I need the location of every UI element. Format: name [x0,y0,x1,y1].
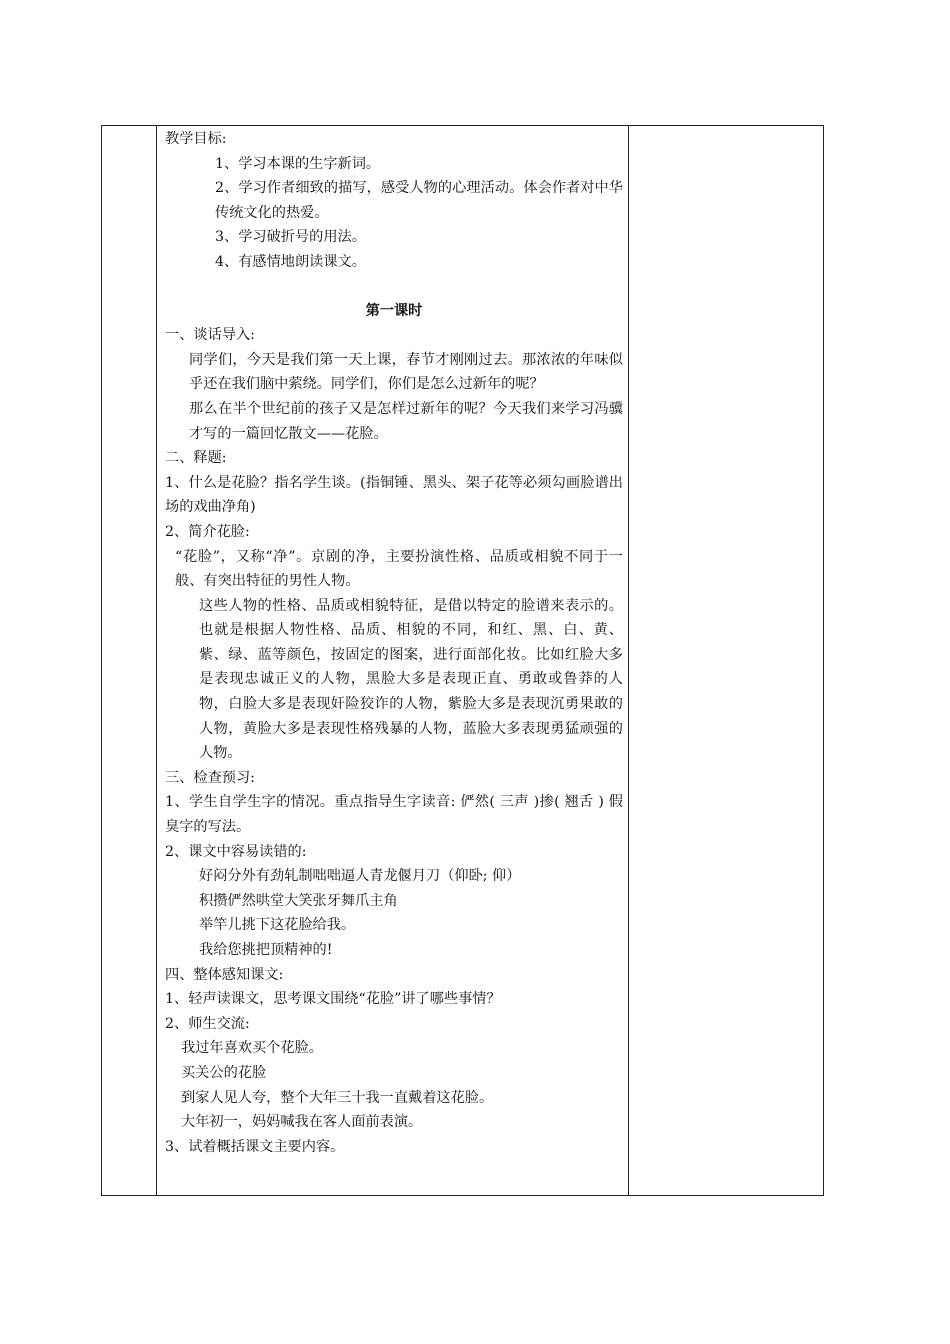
goal-item: 1、学习本课的生字新词。 [215,155,381,172]
goal-item: 4、有感情地朗读课文。 [215,253,366,270]
list-item: 1、什么是花脸？指名学生谈。(指铜锤、黑头、架子花等必须勾画脸谱出场的戏曲净角) [165,474,623,516]
list-item: 2、师生交流: [165,1015,250,1032]
paragraph: “花脸”，又称“净”。京剧的净，主要扮演性格、品质或相貌不同于一般、有突出特征的男性人物。 [175,548,623,590]
paragraph: 这些人物的性格、品质或相貌特征，是借以特定的脸谱来表示的。也就是根据人物性格、品质、相貌的不同，和红、黑、白、黄、紫、绿、蓝等颜色，按固定的图案，进行面部化妆。比如红脸大多是表现忠诚正义的人物，黑脸大多是表现正直、勇敢或鲁莽的人物，白脸大多是表现奸险狡诈的人物，紫脸大多是表现沉勇果敢的人物，黄脸大多是表现性格残暴的人物，蓝脸大多表现勇猛顽强的人物。 [199,597,623,762]
section-heading: 三、检查预习: [165,769,255,786]
word-list: 好闷分外有劲轧制咄咄逼人青龙偃月刀（仰卧; 仰） [199,868,521,885]
word-list: 举竿儿挑下这花脸给我。 [199,917,356,934]
section-heading: 二、释题: [165,450,227,467]
section-title: 第一课时 [365,302,423,319]
goal-item: 3、学习破折号的用法。 [215,229,366,246]
list-item: 2、课文中容易读错的: [165,843,307,860]
list-item: 3、试着概括课文主要内容。 [165,1138,345,1155]
paragraph: 同学们，今天是我们第一天上课，春节才刚刚过去。那浓浓的年味似乎还在我们脑中萦绕。同学们，你们是怎么过新年的呢？ [189,351,623,393]
section-heading: 一、谈话导入: [165,327,255,344]
summary-line: 大年初一，妈妈喊我在客人面前表演。 [181,1114,423,1131]
paragraph: 那么在半个世纪前的孩子又是怎样过新年的呢？今天我们来学习冯骥才写的一篇回忆散文——花脸。 [189,400,623,442]
section-heading: 四、整体感知课文: [165,966,284,983]
list-item: 2、简介花脸: [165,523,250,540]
goals-heading: 教学目标: [165,131,227,147]
list-item: 1、学生自学生字的情况。重点指导生字读音: 俨然( 三声 )掺( 翘舌 ) 假臭字的写法。 [165,794,623,836]
summary-line: 我过年喜欢买个花脸。 [181,1040,323,1057]
list-item: 1、轻声读课文，思考课文围绕“花脸”讲了哪些事情？ [165,991,501,1008]
goal-item: 2、学习作者细致的描写，感受人物的心理活动。体会作者对中华传统文化的热爱。 [215,180,623,221]
column-divider-right [628,126,629,1195]
word-list: 积攒俨然哄堂大笑张牙舞爪主角 [199,892,398,909]
word-list: 我给您挑把顶精神的! [199,942,333,958]
column-divider-left [156,126,157,1195]
summary-line: 买关公的花脸 [181,1064,267,1081]
lesson-content [165,127,623,1159]
summary-line: 到家人见人夸，整个大年三十我一直戴着这花脸。 [181,1089,494,1106]
